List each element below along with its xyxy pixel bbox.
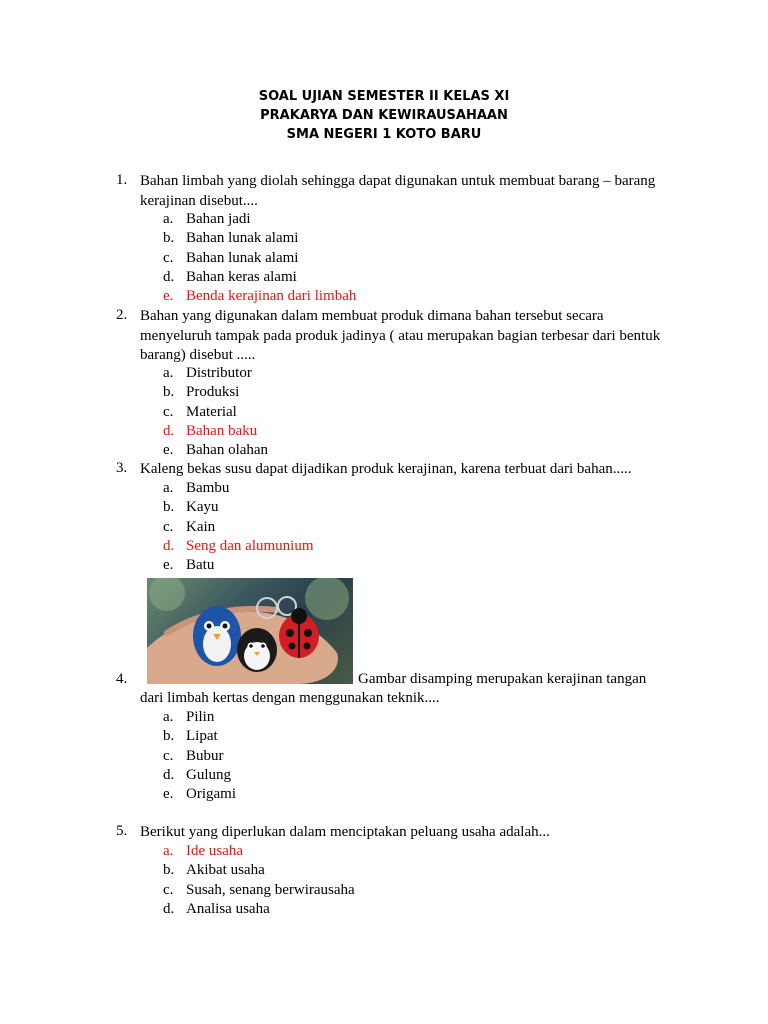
option-a xyxy=(0,364,768,383)
option-a xyxy=(0,210,768,229)
option-letter: a. xyxy=(163,365,174,381)
option-letter: d. xyxy=(163,766,175,783)
option-text: Pilin xyxy=(186,709,215,725)
option-letter: b. xyxy=(163,728,175,745)
question-4-number: 4. xyxy=(116,671,128,687)
option-e xyxy=(0,785,768,804)
question-number: 2. xyxy=(116,307,128,323)
option-letter: c. xyxy=(163,518,174,535)
option-text: Akibat usaha xyxy=(186,862,265,879)
option-text: Distributor xyxy=(186,365,252,381)
option-d xyxy=(0,900,768,919)
option-letter: e. xyxy=(163,442,174,459)
question-number: 3. xyxy=(116,460,128,476)
paper-mache-keychains-photo xyxy=(147,578,353,684)
option-text: Bahan jadi xyxy=(186,211,251,227)
option-text: Batu xyxy=(186,557,215,574)
header-title: SOAL UJIAN SEMESTER II KELAS XI xyxy=(258,89,510,104)
option-text: Bubur xyxy=(186,747,224,764)
option-a xyxy=(0,479,768,498)
option-text: Bahan lunak alami xyxy=(186,230,299,247)
header-school: SMA NEGERI 1 KOTO BARU xyxy=(286,127,482,142)
option-letter: d. xyxy=(163,537,175,554)
option-text: Bahan baku xyxy=(186,422,258,439)
option-letter: a. xyxy=(163,843,174,859)
option-letter: c. xyxy=(163,403,174,420)
option-letter: c. xyxy=(163,747,174,764)
option-letter: b. xyxy=(163,384,175,401)
option-c xyxy=(0,403,768,422)
option-text: Produksi xyxy=(186,384,240,401)
option-letter: d. xyxy=(163,268,175,285)
option-text: Bambu xyxy=(186,480,230,496)
option-text: Seng dan alumunium xyxy=(186,537,314,554)
option-a-correct xyxy=(0,842,768,861)
option-text: Benda kerajinan dari limbah xyxy=(186,288,357,305)
option-a xyxy=(0,708,768,727)
option-d-correct xyxy=(0,422,768,441)
option-c xyxy=(0,249,768,268)
option-letter: b. xyxy=(163,862,175,879)
option-b xyxy=(0,861,768,880)
option-b xyxy=(0,498,768,517)
option-letter: b. xyxy=(163,230,175,247)
question-number: 1. xyxy=(116,172,128,188)
question-4-text-line1: Gambar disamping merupakan kerajinan tangan xyxy=(358,671,647,687)
option-b xyxy=(0,229,768,248)
option-d xyxy=(0,766,768,785)
question-text: Berikut yang diperlukan dalam menciptakan peluang usaha adalah... xyxy=(140,824,550,840)
option-b xyxy=(0,727,768,746)
exam-header xyxy=(0,87,768,144)
option-letter: e. xyxy=(163,557,174,574)
option-c xyxy=(0,518,768,537)
option-text: Bahan keras alami xyxy=(186,268,297,285)
option-c xyxy=(0,881,768,900)
option-letter: a. xyxy=(163,211,174,227)
option-b xyxy=(0,383,768,402)
option-text: Material xyxy=(186,403,237,420)
option-letter: c. xyxy=(163,249,174,266)
option-text: Ide usaha xyxy=(186,843,244,859)
option-e-correct xyxy=(0,287,768,306)
question-number: 5. xyxy=(116,823,128,839)
option-letter: a. xyxy=(163,480,174,496)
question-text: Kaleng bekas susu dapat dijadikan produk kerajinan, karena terbuat dari bahan..... xyxy=(140,461,632,477)
option-letter: e. xyxy=(163,288,174,305)
option-text: Analisa usaha xyxy=(186,900,270,917)
option-c xyxy=(0,747,768,766)
option-letter: d. xyxy=(163,900,175,917)
keychains-image xyxy=(147,578,353,684)
option-letter: b. xyxy=(163,499,175,516)
option-letter: d. xyxy=(163,422,175,439)
option-e xyxy=(0,556,768,575)
question-text: Bahan limbah yang diolah sehingga dapat digunakan untuk membuat barang – barang kerajinan disebut.... xyxy=(140,173,656,209)
header-subject: PRAKARYA DAN KEWIRAUSAHAAN xyxy=(260,108,508,123)
option-text: Kain xyxy=(186,518,216,535)
option-e xyxy=(0,441,768,460)
option-text: Bahan olahan xyxy=(186,442,269,459)
option-text: Gulung xyxy=(186,766,231,783)
option-text: Susah, senang berwirausaha xyxy=(186,881,355,898)
option-text: Kayu xyxy=(186,499,219,516)
question-text: Bahan yang digunakan dalam membuat produk dimana bahan tersebut secara menyeluruh tampak pada produk jadinya ( atau merupakan bagian terbesar dari bentuk barang) disebut ..... xyxy=(140,308,661,363)
option-text: Bahan lunak alami xyxy=(186,249,299,266)
option-letter: e. xyxy=(163,786,174,803)
question-4-text-line2: dari limbah kertas dengan menggunakan teknik.... xyxy=(140,690,440,706)
option-d xyxy=(0,268,768,287)
option-letter: c. xyxy=(163,881,174,898)
option-text: Origami xyxy=(186,786,236,803)
option-d-correct xyxy=(0,537,768,556)
option-text: Lipat xyxy=(186,728,218,745)
option-letter: a. xyxy=(163,709,174,725)
